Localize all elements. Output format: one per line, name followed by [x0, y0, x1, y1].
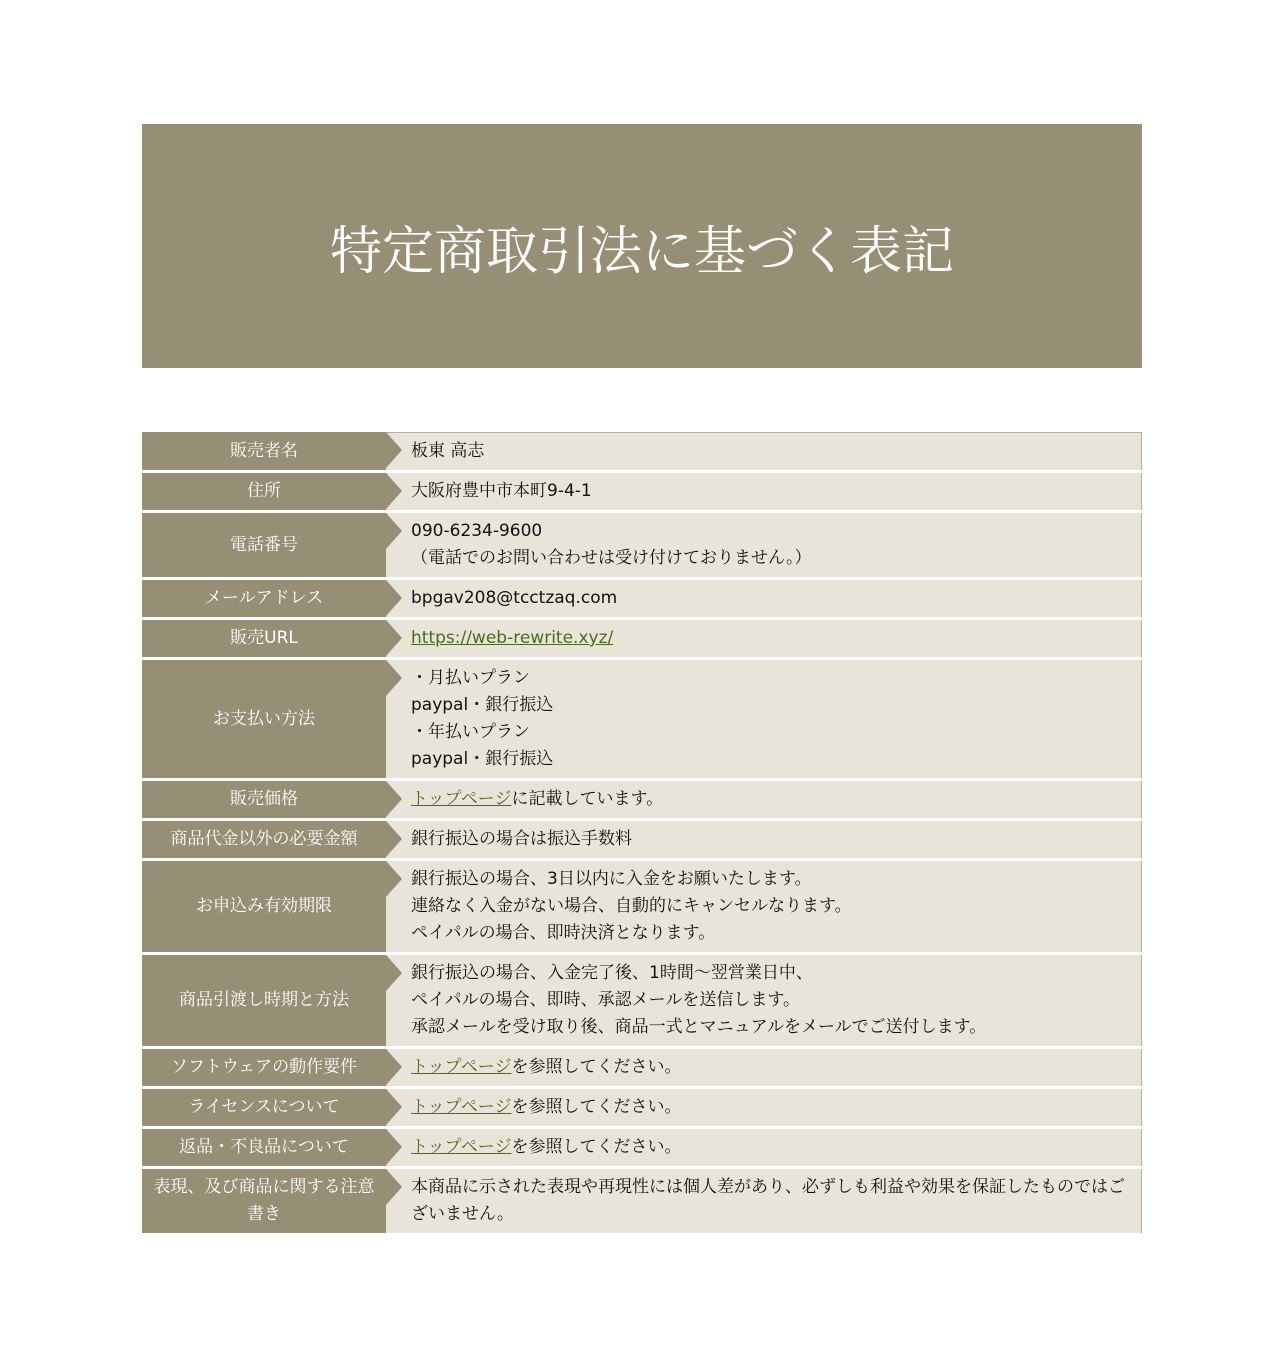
row-value	[386, 821, 1142, 858]
row-value	[386, 861, 1142, 952]
row-url	[142, 620, 1142, 657]
top-page-link[interactable]: トップページ	[411, 1137, 512, 1157]
row-payment	[142, 660, 1142, 778]
delivery-line: 銀行振込の場合、入金完了後、1時間～翌営業日中、	[411, 963, 813, 983]
row-value	[386, 1129, 1142, 1166]
row-email	[142, 580, 1142, 617]
deadline-line: 銀行振込の場合、3日以内に入金をお願いたします。	[411, 869, 812, 889]
row-deadline	[142, 861, 1142, 952]
legal-info-table	[142, 432, 1142, 1233]
payment-line: paypal・銀行振込	[411, 695, 554, 715]
row-label: ライセンスについて	[142, 1089, 386, 1126]
payment-line: paypal・銀行振込	[411, 749, 554, 769]
row-label: 販売価格	[142, 781, 386, 818]
phone-note: （電話でのお問い合わせは受け付けておりません。）	[411, 548, 812, 568]
payment-line: ・年払いプラン	[411, 722, 530, 742]
email-text: bpgav208@tcctzaq.com	[411, 588, 618, 608]
row-value	[386, 660, 1142, 778]
seller-name: 板東 高志	[411, 441, 485, 461]
row-delivery	[142, 955, 1142, 1046]
row-extra-fee	[142, 821, 1142, 858]
row-price	[142, 781, 1142, 818]
row-value	[386, 955, 1142, 1046]
row-value	[386, 513, 1142, 577]
row-label: メールアドレス	[142, 580, 386, 617]
row-label: ソフトウェアの動作要件	[142, 1049, 386, 1086]
row-seller	[142, 432, 1142, 470]
returns-text: を参照してください。	[511, 1137, 682, 1157]
row-label: 商品代金以外の必要金額	[142, 821, 386, 858]
delivery-line: 承認メールを受け取り後、商品一式とマニュアルをメールでご送付します。	[411, 1017, 987, 1037]
deadline-line: 連絡なく入金がない場合、自動的にキャンセルなります。	[411, 896, 852, 916]
row-label: お支払い方法	[142, 660, 386, 778]
row-label: お申込み有効期限	[142, 861, 386, 952]
row-value	[386, 1089, 1142, 1126]
top-page-link[interactable]: トップページ	[411, 1057, 512, 1077]
sales-url-link[interactable]: https://web-rewrite.xyz/	[411, 628, 614, 648]
row-value	[386, 1049, 1142, 1086]
deadline-line: ペイパルの場合、即時決済となります。	[411, 923, 716, 943]
license-text: を参照してください。	[511, 1097, 682, 1117]
extra-fee-text: 銀行振込の場合は振込手数料	[411, 829, 632, 849]
row-value	[386, 781, 1142, 818]
row-address	[142, 473, 1142, 510]
row-requirements	[142, 1049, 1142, 1086]
address-text: 大阪府豊中市本町9-4-1	[411, 481, 592, 501]
phone-number: 090-6234-9600	[411, 521, 543, 541]
top-page-link[interactable]: トップページ	[411, 1097, 512, 1117]
row-value	[386, 432, 1142, 470]
row-returns	[142, 1129, 1142, 1166]
row-phone	[142, 513, 1142, 577]
row-label: 販売者名	[142, 432, 386, 470]
title-banner	[142, 124, 1142, 368]
payment-line: ・月払いプラン	[411, 668, 530, 688]
row-label: 商品引渡し時期と方法	[142, 955, 386, 1046]
delivery-line: ペイパルの場合、即時、承認メールを送信します。	[411, 990, 800, 1010]
row-value	[386, 1169, 1142, 1233]
requirements-text: を参照してください。	[511, 1057, 682, 1077]
page-title: 特定商取引法に基づく表記	[329, 221, 954, 282]
row-label: 表現、及び商品に関する注意書き	[142, 1169, 386, 1233]
price-text: に記載しています。	[511, 789, 664, 809]
row-notice	[142, 1169, 1142, 1233]
row-label: 住所	[142, 473, 386, 510]
row-label: 返品・不良品について	[142, 1129, 386, 1166]
row-label: 電話番号	[142, 513, 386, 577]
row-license	[142, 1089, 1142, 1126]
notice-text: 本商品に示された表現や再現性には個人差があり、必ずしも利益や効果を保証したものではございません。	[411, 1177, 1125, 1224]
row-value	[386, 473, 1142, 510]
top-page-link[interactable]: トップページ	[411, 789, 512, 809]
row-label: 販売URL	[142, 620, 386, 657]
row-value	[386, 620, 1142, 657]
row-value	[386, 580, 1142, 617]
